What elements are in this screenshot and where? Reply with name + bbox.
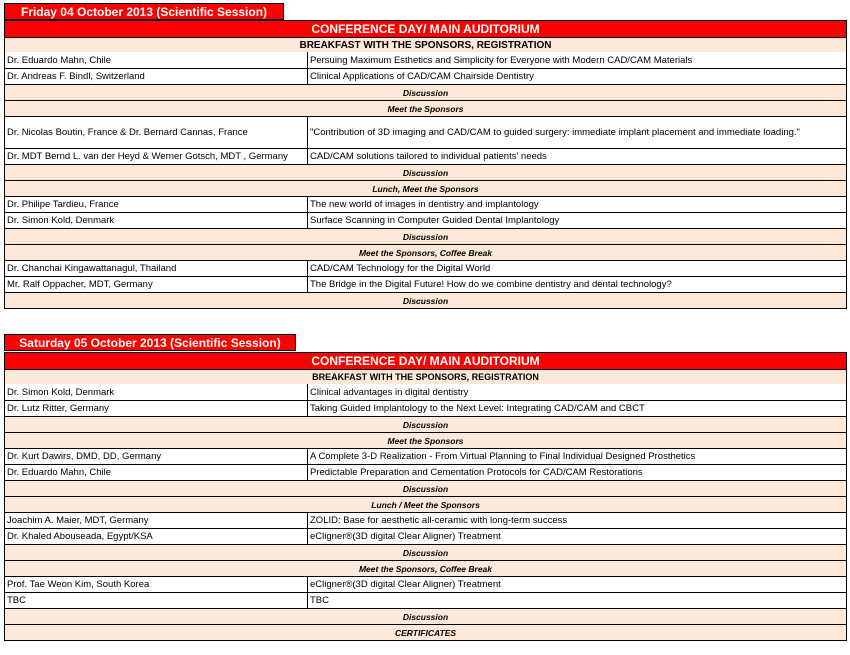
topic-cell: eCligner®(3D digital Clear Aligner) Treatment: [310, 579, 501, 590]
day1-breakfast-label: BREAKFAST WITH THE SPONSORS, REGISTRATION: [299, 39, 552, 51]
session-note-label: Lunch, Meet the Sponsors: [372, 183, 479, 194]
session-note-label: Discussion: [402, 547, 449, 558]
speaker-cell: Dr. Andreas F. Bindl, Switzerland: [5, 69, 308, 84]
speaker-cell: Joachim A. Maier, MDT, Germany: [5, 513, 308, 528]
day2-conference-label: CONFERENCE DAY/ MAIN AUDITORIUM: [311, 354, 540, 368]
talk-row: [5, 276, 846, 292]
talk-row: [5, 148, 846, 164]
talk-row: [5, 196, 846, 212]
day1-breakfast-row: [5, 37, 846, 52]
session-note-label: Meet the Sponsors: [387, 103, 464, 114]
speaker-cell: Dr. Simon Kold, Denmark: [5, 213, 308, 228]
talk-row: [5, 384, 846, 400]
talk-row: [5, 212, 846, 228]
topic-cell: Predictable Preparation and Cementation Protocols for CAD/CAM Restorations: [310, 467, 643, 478]
talk-row: [5, 448, 846, 464]
session-note-row: [5, 496, 846, 512]
session-note-label: Discussion: [402, 167, 449, 178]
topic-cell: CAD/CAM Technology for the Digital World: [310, 263, 491, 274]
day1-title: Friday 04 October 2013 (Scientific Session): [4, 3, 284, 20]
session-note-label: Discussion: [402, 295, 449, 306]
speaker-cell: TBC: [5, 593, 308, 608]
day2-schedule-table: [4, 352, 847, 641]
topic-cell: CAD/CAM solutions tailored to individual patients' needs: [310, 151, 547, 162]
speaker-cell: Mr. Ralf Oppacher, MDT, Germany: [5, 277, 308, 292]
session-note-label: Meet the Sponsors: [387, 435, 464, 446]
day1-conference-label: CONFERENCE DAY/ MAIN AUDITORIUM: [311, 22, 540, 36]
speaker-cell: Dr. Khaled Abouseada, Egypt/KSA: [5, 529, 308, 544]
topic-cell: ZOLID: Base for aesthetic all-ceramic with long-term success: [310, 515, 568, 526]
session-note-row: [5, 84, 846, 100]
talk-row: [5, 592, 846, 608]
session-note-row: [5, 416, 846, 432]
speaker-cell: Dr. Kurt Dawirs, DMD, DD, Germany: [5, 449, 308, 464]
topic-cell: The Bridge in the Digital Future! How do we combine dentistry and dental technology?: [310, 279, 672, 290]
topic-cell: TBC: [310, 595, 329, 606]
speaker-cell: Prof. Tae Weon Kim, South Korea: [5, 577, 308, 592]
session-note-row: [5, 228, 846, 244]
session-note-row: [5, 432, 846, 448]
topic-cell: The new world of images in dentistry and implantology: [310, 199, 539, 210]
topic-cell: A Complete 3-D Realization - From Virtual Planning to Final Individual Designed Prosthetics: [310, 451, 696, 462]
session-note-label: Lunch / Meet the Sponsors: [371, 499, 480, 510]
session-note-row: [5, 480, 846, 496]
speaker-cell: Dr. Lutz Ritter, Germany: [5, 401, 308, 416]
session-note-row: [5, 180, 846, 196]
session-note-label: Discussion: [402, 483, 449, 494]
topic-cell: Clinical Applications of CAD/CAM Chairside Dentistry: [310, 71, 534, 82]
session-note-label: Meet the Sponsors, Coffee Break: [358, 563, 493, 574]
day1-schedule-table: [4, 20, 847, 309]
topic-cell: Taking Guided Implantology to the Next Level: Integrating CAD/CAM and CBCT: [310, 403, 645, 414]
speaker-cell: Dr. Nicolas Boutin, France & Dr. Bernard Cannas, France: [5, 117, 308, 148]
talk-row: [5, 512, 846, 528]
topic-cell: Clinical advantages in digital dentistry: [310, 386, 469, 398]
talk-row: [5, 68, 846, 84]
session-note-label: CERTIFICATES: [394, 627, 457, 638]
talk-row: [5, 528, 846, 544]
session-note-label: Meet the Sponsors, Coffee Break: [358, 247, 493, 258]
day2-breakfast-label: BREAKFAST WITH THE SPONSORS, REGISTRATION: [312, 372, 539, 382]
session-note-row: [5, 164, 846, 180]
speaker-cell: Dr. MDT Bernd L. van der Heyd & Werner Gotsch, MDT , Germany: [5, 149, 308, 164]
day2-session-rows: [5, 384, 846, 640]
talk-row: [5, 576, 846, 592]
session-note-row: [5, 292, 846, 308]
session-note-label: Discussion: [402, 87, 449, 98]
talk-row: [5, 400, 846, 416]
session-note-row: [5, 544, 846, 560]
topic-cell: Persuing Maximum Esthetics and Simplicity for Everyone with Modern CAD/CAM Materials: [310, 54, 693, 66]
session-note-row: [5, 608, 846, 624]
day2-title: Saturday 05 October 2013 (Scientific Session): [4, 334, 296, 351]
day2-conference-row: [5, 353, 846, 369]
session-note-label: Discussion: [402, 419, 449, 430]
talk-row: [5, 116, 846, 148]
talk-row: [5, 52, 846, 68]
day1-conference-row: [5, 21, 846, 37]
session-note-row: [5, 244, 846, 260]
talk-row: [5, 464, 846, 480]
session-note-label: Discussion: [402, 231, 449, 242]
session-note-row: [5, 624, 846, 640]
topic-cell: Surface Scanning in Computer Guided Dental Implantology: [310, 215, 560, 226]
topic-cell: "Contribution of 3D imaging and CAD/CAM to guided surgery: immediate implant placement and immediate loading.": [310, 127, 800, 138]
session-note-label: Discussion: [402, 611, 449, 622]
speaker-cell: Dr. Eduardo Mahn, Chile: [5, 465, 308, 480]
speaker-cell: Dr. Simon Kold, Denmark: [5, 384, 308, 400]
session-note-row: [5, 560, 846, 576]
topic-cell: eCligner®(3D digital Clear Aligner) Treatment: [310, 531, 501, 542]
day1-session-rows: [5, 52, 846, 308]
day2-breakfast-row: [5, 369, 846, 384]
speaker-cell: Dr. Chanchai Kingawattanagul, Thailand: [5, 261, 308, 276]
speaker-cell: Dr. Eduardo Mahn, Chile: [5, 52, 308, 68]
talk-row: [5, 260, 846, 276]
speaker-cell: Dr. Philipe Tardieu, France: [5, 197, 308, 212]
session-note-row: [5, 100, 846, 116]
